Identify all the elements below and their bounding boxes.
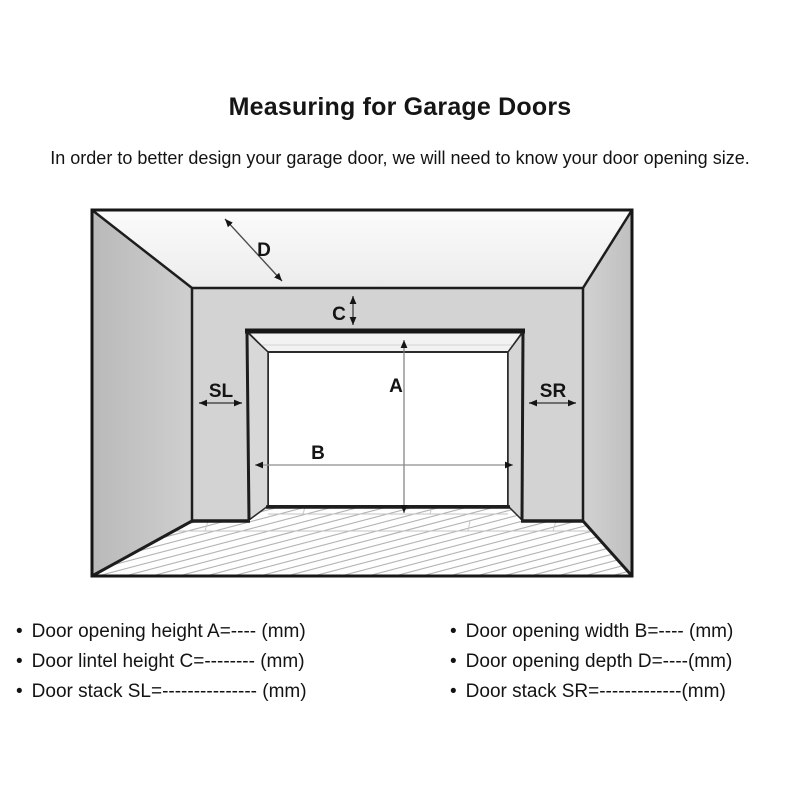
- door-opening: [268, 352, 508, 506]
- legend-item-label: Door opening depth D=----(mm): [465, 651, 733, 672]
- legend-item-label: Door stack SL=--------------- (mm): [31, 681, 307, 702]
- legend-right-column: [450, 617, 733, 707]
- legend-item-label: Door opening height A=---- (mm): [31, 621, 306, 642]
- page-subtitle: In order to better design your garage door, we will need to know your door opening size.: [50, 148, 750, 168]
- label-stack-left-SL: SL: [208, 381, 234, 402]
- bullet-icon: •: [450, 681, 457, 702]
- legend-item-lintel-C: [16, 647, 307, 677]
- label-stack-right-SR: SR: [539, 381, 567, 402]
- legend-item-stack-SR: [450, 677, 733, 707]
- bullet-icon: •: [450, 651, 457, 672]
- bullet-icon: •: [16, 621, 23, 642]
- label-width-B: B: [311, 443, 325, 464]
- page-title: Measuring for Garage Doors: [228, 93, 572, 121]
- legend-item-width-B: [450, 617, 733, 647]
- bullet-icon: •: [16, 651, 23, 672]
- legend-item-label: Door lintel height C=-------- (mm): [31, 651, 305, 672]
- label-lintel-C: C: [332, 304, 346, 325]
- door-frame: [245, 331, 525, 520]
- legend-item-label: Door opening width B=---- (mm): [465, 621, 734, 642]
- label-depth-D: D: [257, 240, 271, 261]
- legend-item-height-A: [16, 617, 307, 647]
- bullet-icon: •: [450, 621, 457, 642]
- legend-item-label: Door stack SR=-------------(mm): [465, 681, 726, 702]
- legend-left-column: [16, 617, 307, 707]
- legend-item-depth-D: [450, 647, 733, 677]
- door-lintel-underside: [247, 331, 523, 352]
- label-height-A: A: [389, 376, 403, 397]
- bullet-icon: •: [16, 681, 23, 702]
- legend-item-stack-SL: [16, 677, 307, 707]
